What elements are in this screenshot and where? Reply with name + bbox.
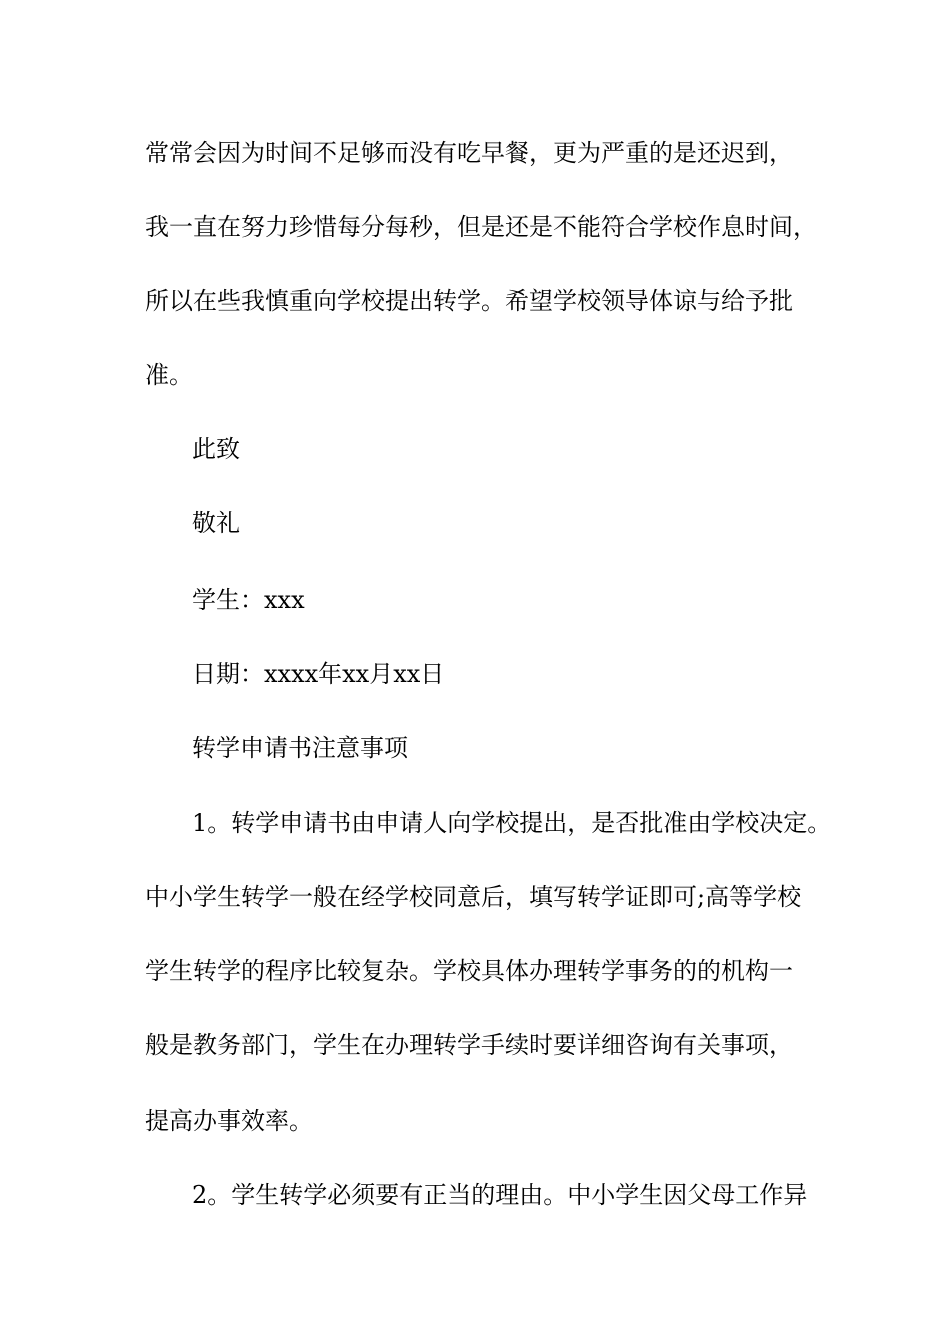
student-signature-line: 学生：xxx	[192, 586, 305, 614]
list-item-line: 1。转学申请书由申请人向学校提出，是否批准由学校决定。	[192, 809, 832, 837]
list-item-line: 般是教务部门，学生在办理转学手续时要详细咨询有关事项，	[145, 1031, 793, 1059]
list-item-line: 学生转学的程序比较复杂。学校具体办理转学事务的的机构一	[145, 957, 793, 985]
list-item-line: 中小学生转学一般在经学校同意后，填写转学证即可;高等学校	[145, 883, 802, 911]
salutation-text: 敬礼	[192, 509, 240, 537]
paragraph-line: 常常会因为时间不足够而没有吃早餐，更为严重的是还迟到，	[145, 139, 793, 167]
list-item-line: 提高办事效率。	[145, 1107, 313, 1135]
paragraph-line: 我一直在努力珍惜每分每秒，但是还是不能符合学校作息时间，	[145, 213, 817, 241]
date-line: 日期：xxxx年xx月xx日	[192, 660, 445, 688]
section-title: 转学申请书注意事项	[192, 734, 408, 762]
closing-text: 此致	[192, 435, 240, 463]
paragraph-line: 所以在些我慎重向学校提出转学。希望学校领导体谅与给予批	[145, 287, 793, 315]
list-item-line: 2。学生转学必须要有正当的理由。中小学生因父母工作异	[192, 1181, 808, 1209]
paragraph-line: 准。	[145, 361, 193, 389]
